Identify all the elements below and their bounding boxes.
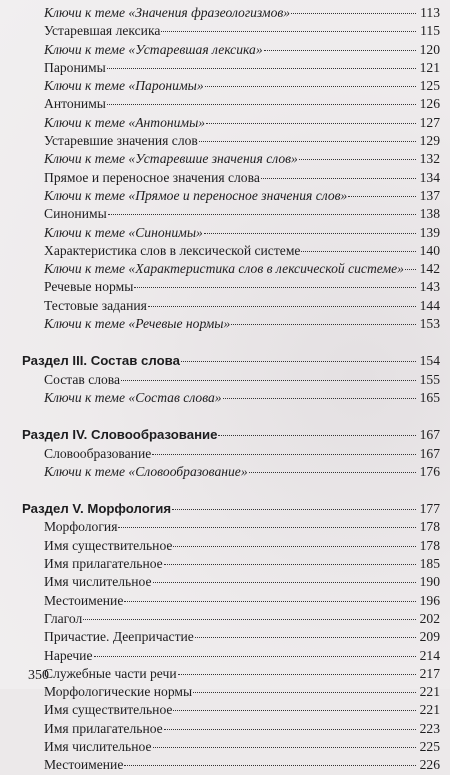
- toc-entry-page: 129: [419, 133, 440, 149]
- toc-entry-title: Глагол: [44, 610, 83, 626]
- toc-entry-page: 178: [419, 519, 440, 535]
- toc-answer-key-entry: [22, 187, 440, 205]
- toc-entry-page: 226: [419, 757, 440, 773]
- toc-section-heading: [22, 500, 440, 518]
- toc-entry-title: Имя числительное: [44, 574, 152, 590]
- toc-entry-page: 209: [419, 629, 440, 645]
- toc-entry-title: Словообразование: [44, 445, 152, 461]
- dot-leader: [173, 546, 416, 547]
- toc-entry: [22, 647, 440, 665]
- toc-entry: [22, 445, 440, 463]
- toc-entry-page: 134: [419, 169, 440, 185]
- toc-entry-page: 121: [419, 59, 440, 75]
- toc-entry-title: Синонимы: [44, 206, 107, 222]
- toc-entry: [22, 242, 440, 260]
- toc-entry: [22, 683, 440, 701]
- toc-answer-key-entry: [22, 150, 440, 168]
- toc-entry-title: Ключи к теме «Характеристика слов в лексической системе»: [44, 261, 404, 277]
- section-gap: [22, 407, 440, 426]
- toc-entry-page: 142: [419, 261, 440, 277]
- toc-entry: [22, 628, 440, 646]
- toc-entry: [22, 371, 440, 389]
- toc-entry: [22, 592, 440, 610]
- dot-leader: [124, 601, 416, 602]
- toc-entry-title: Служебные части речи: [44, 665, 177, 681]
- dot-leader: [153, 747, 416, 748]
- dot-leader: [172, 509, 416, 510]
- toc-entry: [22, 555, 440, 573]
- toc-answer-key-entry: [22, 77, 440, 95]
- toc-entry: [22, 756, 440, 774]
- toc-entry-page: 202: [419, 610, 440, 626]
- toc-entry-title: Местоимение: [44, 592, 124, 608]
- toc-answer-key-entry: [22, 114, 440, 132]
- dot-leader: [193, 692, 416, 693]
- toc-entry-title: Ключи к теме «Паронимы»: [44, 78, 204, 94]
- toc-answer-key-entry: [22, 4, 440, 22]
- dot-leader: [107, 68, 416, 69]
- toc-entry-page: 154: [419, 353, 440, 369]
- toc-entry-title: Характеристика слов в лексической системе: [44, 242, 301, 258]
- toc-entry-page: 125: [419, 78, 440, 94]
- toc-entry-title: Тестовые задания: [44, 297, 147, 313]
- dot-leader: [218, 435, 416, 436]
- toc-entry: [22, 297, 440, 315]
- toc-entry-page: 176: [419, 463, 440, 479]
- toc-entry-page: 143: [419, 279, 440, 295]
- dot-leader: [405, 269, 416, 270]
- toc-entry-title: Ключи к теме «Словообразование»: [44, 463, 248, 479]
- toc-entry-page: 137: [419, 187, 440, 203]
- toc-entry-title: Состав слова: [44, 371, 121, 387]
- toc-entry-page: 113: [420, 5, 440, 20]
- dot-leader: [164, 729, 416, 730]
- dot-leader: [148, 306, 416, 307]
- toc-entry: [22, 720, 440, 738]
- toc-entry-page: 140: [419, 242, 440, 258]
- dot-leader: [205, 86, 416, 87]
- toc-section-heading: [22, 426, 440, 444]
- dot-leader: [152, 454, 416, 455]
- toc-entry-page: 126: [419, 96, 440, 112]
- toc-entry: [22, 22, 440, 40]
- dot-leader: [124, 765, 416, 766]
- toc-entry-title: Причастие. Деепричастие: [44, 629, 194, 645]
- toc-entry: [22, 738, 440, 756]
- toc-entry-page: 167: [419, 427, 440, 443]
- toc-entry-title: Ключи к теме «Антонимы»: [44, 114, 206, 130]
- toc-entry-title: Ключи к теме «Устаревшая лексика»: [44, 41, 263, 57]
- toc-entry-title: Устаревшая лексика: [44, 23, 161, 39]
- toc-entry-title: Ключи к теме «Прямое и переносное значения слов»: [44, 187, 348, 203]
- toc-entry-page: 196: [419, 592, 440, 608]
- toc-entry-title: Ключи к теме «Речевые нормы»: [44, 316, 231, 332]
- section-gap: [22, 481, 440, 500]
- dot-leader: [301, 251, 416, 252]
- toc-entry: [22, 132, 440, 150]
- toc-entry-page: 155: [419, 371, 440, 387]
- toc-answer-key-entry: [22, 224, 440, 242]
- toc-entry-title: Антонимы: [44, 96, 106, 112]
- dot-leader: [121, 380, 416, 381]
- dot-leader: [264, 50, 416, 51]
- dot-leader: [204, 233, 416, 234]
- toc-entry-page: 132: [419, 151, 440, 167]
- dot-leader: [94, 656, 417, 657]
- toc-entry-title: Прямое и переносное значения слова: [44, 169, 260, 185]
- toc-entry-page: 177: [419, 501, 440, 517]
- dot-leader: [164, 564, 416, 565]
- toc-entry: [22, 573, 440, 591]
- toc-entry-title: Имя существительное: [44, 702, 173, 718]
- toc-entry-page: 225: [419, 738, 440, 754]
- toc-entry-title: Раздел III. Состав слова: [22, 353, 180, 369]
- toc-entry-title: Раздел IV. Словообразование: [22, 427, 218, 443]
- dot-leader: [195, 637, 416, 638]
- toc-entry-page: 127: [419, 114, 440, 130]
- dot-leader: [173, 710, 416, 711]
- toc-entry-page: 217: [419, 665, 440, 681]
- toc-entry-title: Ключи к теме «Состав слова»: [44, 389, 222, 405]
- toc-entry-title: Устаревшие значения слов: [44, 133, 198, 149]
- dot-leader: [261, 178, 416, 179]
- section-gap: [22, 333, 440, 352]
- toc-entry: [22, 169, 440, 187]
- toc-entry: [22, 537, 440, 555]
- dot-leader: [161, 31, 416, 32]
- toc-entry-page: 190: [419, 574, 440, 590]
- toc-entry-page: 153: [419, 316, 440, 332]
- toc-entry-title: Раздел V. Морфология: [22, 501, 172, 517]
- toc-entry-title: Ключи к теме «Значения фразеологизмов»: [44, 5, 291, 20]
- toc-entry: [22, 205, 440, 223]
- toc-entry-title: Ключи к теме «Устаревшие значения слов»: [44, 151, 298, 167]
- dot-leader: [134, 287, 416, 288]
- dot-leader: [107, 104, 416, 105]
- table-of-contents: [22, 4, 440, 775]
- toc-entry-page: 185: [419, 556, 440, 572]
- toc-entry-page: 214: [419, 647, 440, 663]
- toc-entry-title: Наречие: [44, 647, 93, 663]
- toc-entry-title: Паронимы: [44, 59, 106, 75]
- toc-entry: [22, 95, 440, 113]
- toc-entry: [22, 518, 440, 536]
- toc-entry-title: Морфологические нормы: [44, 684, 193, 700]
- dot-leader: [231, 324, 416, 325]
- dot-leader: [249, 472, 416, 473]
- toc-answer-key-entry: [22, 41, 440, 59]
- toc-entry: [22, 610, 440, 628]
- toc-answer-key-entry: [22, 463, 440, 481]
- toc-entry-page: 144: [419, 297, 440, 313]
- dot-leader: [181, 361, 416, 362]
- toc-entry-page: 178: [419, 537, 440, 553]
- dot-leader: [108, 214, 416, 215]
- toc-entry-page: 223: [419, 720, 440, 736]
- toc-entry-title: Ключи к теме «Синонимы»: [44, 224, 203, 240]
- toc-entry-page: 221: [419, 684, 440, 700]
- toc-entry-page: 138: [419, 206, 440, 222]
- toc-entry: [22, 701, 440, 719]
- toc-entry-page: 120: [419, 41, 440, 57]
- toc-entry: [22, 278, 440, 296]
- dot-leader: [291, 13, 416, 14]
- toc-entry: [22, 59, 440, 77]
- toc-entry-page: 167: [419, 445, 440, 461]
- dot-leader: [299, 159, 416, 160]
- toc-entry-title: Имя числительное: [44, 738, 152, 754]
- toc-entry-title: Имя прилагательное: [44, 720, 163, 736]
- toc-entry-page: 165: [419, 389, 440, 405]
- toc-answer-key-entry: [22, 260, 440, 278]
- dot-leader: [118, 527, 416, 528]
- toc-entry-title: Морфология: [44, 519, 118, 535]
- toc-entry-title: Местоимение: [44, 757, 124, 773]
- toc-answer-key-entry: [22, 315, 440, 333]
- dot-leader: [223, 398, 416, 399]
- dot-leader: [83, 619, 416, 620]
- toc-answer-key-entry: [22, 389, 440, 407]
- toc-entry-title: Речевые нормы: [44, 279, 134, 295]
- toc-section-heading: [22, 352, 440, 370]
- toc-entry-page: 115: [420, 23, 440, 39]
- dot-leader: [206, 123, 416, 124]
- toc-entry-title: Имя прилагательное: [44, 556, 163, 572]
- toc-entry-page: 139: [419, 224, 440, 240]
- page-number: 350: [28, 668, 49, 683]
- toc-entry: [22, 665, 440, 683]
- toc-entry-title: Имя существительное: [44, 537, 173, 553]
- dot-leader: [199, 141, 416, 142]
- dot-leader: [348, 196, 416, 197]
- toc-entry-page: 221: [419, 702, 440, 718]
- dot-leader: [178, 674, 416, 675]
- dot-leader: [153, 582, 416, 583]
